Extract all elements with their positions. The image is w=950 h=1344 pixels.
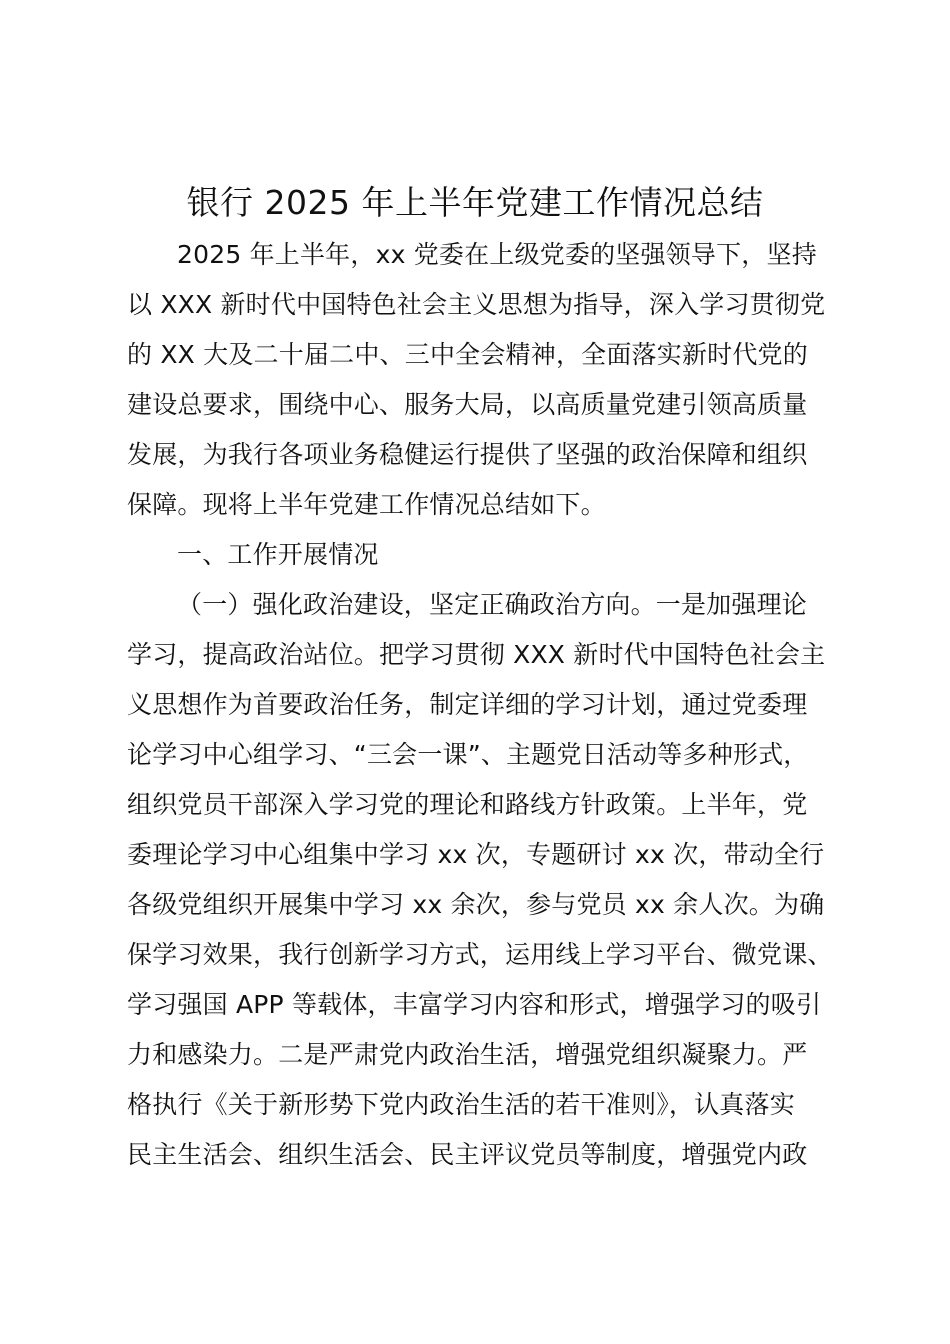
paragraph-line: 各级党组织开展集中学习 xx 余次，参与党员 xx 余人次。为确	[127, 890, 825, 919]
paragraph-line: 的 XX 大及二十届二中、三中全会精神，全面落实新时代党的	[127, 340, 808, 369]
paragraph-line: 论学习中心组学习、“三会一课”、主题党日活动等多种形式，	[127, 740, 809, 769]
paragraph-line: 保障。现将上半年党建工作情况总结如下。	[127, 490, 606, 519]
paragraph-line: 学习，提高政治站位。把学习贯彻 XXX 新时代中国特色社会主	[127, 640, 826, 669]
paragraph-line: 保学习效果，我行创新学习方式，运用线上学习平台、微党课、	[127, 940, 833, 969]
section-heading: 一、工作开展情况	[177, 540, 379, 569]
paragraph-line: 格执行《关于新形势下党内政治生活的若干准则》，认真落实	[127, 1090, 795, 1119]
paragraph-line: 力和感染力。二是严肃党内政治生活，增强党组织凝聚力。严	[127, 1040, 808, 1069]
document-title: 银行 2025 年上半年党建工作情况总结	[186, 183, 764, 222]
paragraph-line: 学习强国 APP 等载体，丰富学习内容和形式，增强学习的吸引	[127, 990, 822, 1019]
paragraph-line: 组织党员干部深入学习党的理论和路线方针政策。上半年，党	[127, 790, 808, 819]
paragraph-line: 以 XXX 新时代中国特色社会主义思想为指导，深入学习贯彻党	[127, 290, 826, 319]
paragraph-line: 委理论学习中心组集中学习 xx 次，专题研讨 xx 次，带动全行	[127, 840, 825, 869]
paragraph-line: 建设总要求，围绕中心、服务大局，以高质量党建引领高质量	[127, 390, 808, 419]
paragraph-line: 发展，为我行各项业务稳健运行提供了坚强的政治保障和组织	[127, 440, 808, 469]
paragraph-line: （一）强化政治建设，坚定正确政治方向。一是加强理论	[177, 590, 808, 619]
paragraph-line: 2025 年上半年，xx 党委在上级党委的坚强领导下，坚持	[177, 240, 817, 269]
paragraph-line: 义思想作为首要政治任务，制定详细的学习计划，通过党委理	[127, 690, 808, 719]
paragraph-line: 民主生活会、组织生活会、民主评议党员等制度，增强党内政	[127, 1140, 808, 1169]
